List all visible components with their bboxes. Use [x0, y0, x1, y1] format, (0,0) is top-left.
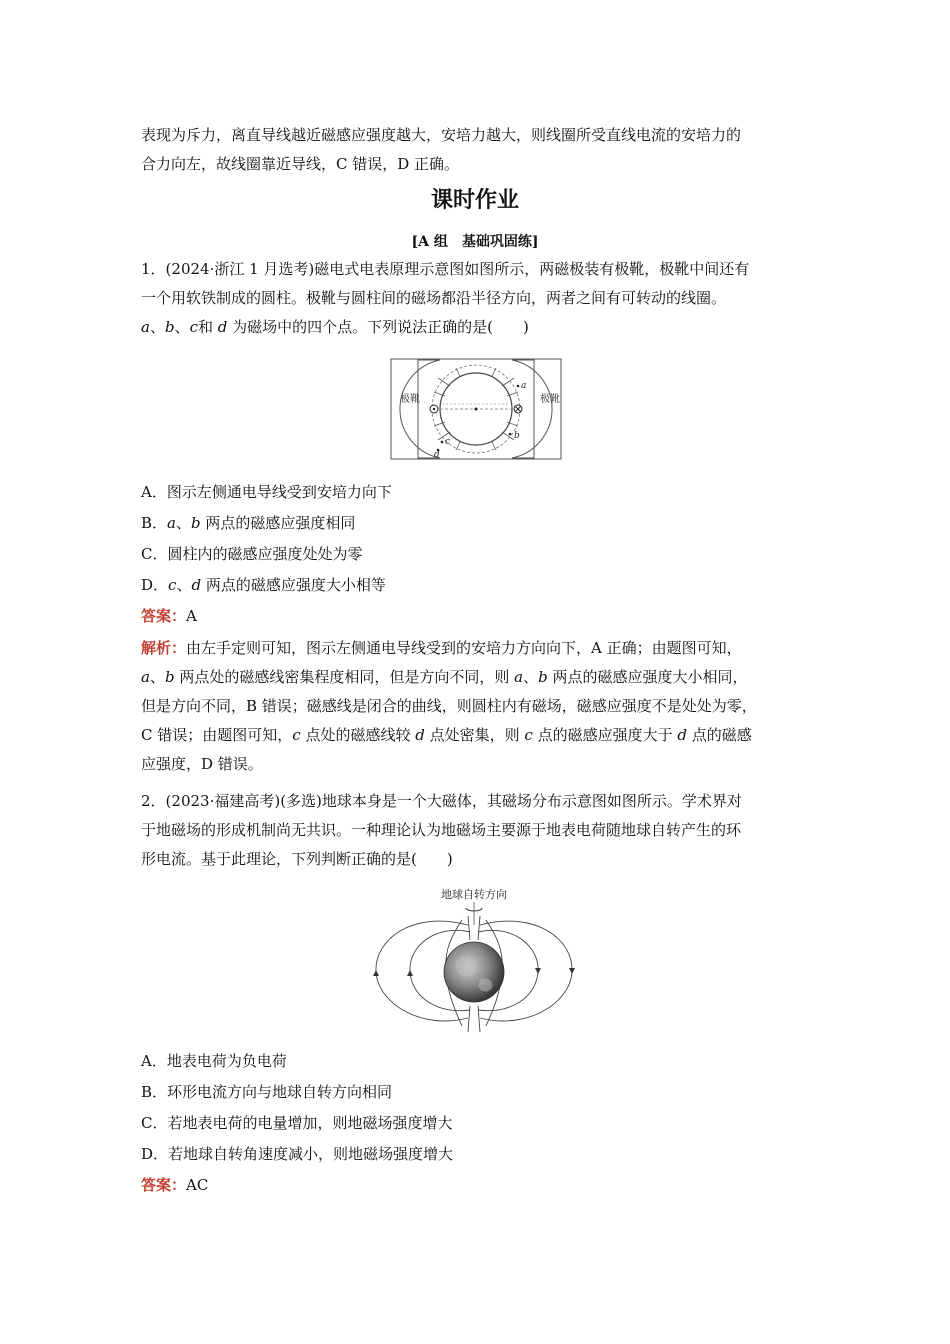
q1-option-c: C．圆柱内的磁感应强度处处为零 — [141, 545, 363, 563]
analysis-text: 两点的磁感应强度大小相同， — [552, 668, 748, 686]
analysis-line: 应强度，D 错误。 — [141, 755, 263, 773]
separator: 和 — [198, 318, 218, 336]
analysis-text: 点的磁感应强度大于 — [537, 726, 673, 744]
point-label-b: b — [514, 431, 520, 441]
q1-option-d: D．c、d 两点的磁感应强度大小相等 — [141, 576, 386, 594]
question-line: 一个用软铁制成的圆柱。极靴与圆柱间的磁场都沿半径方向，两者之间有可转动的线圈。 — [141, 289, 727, 307]
intro-line: 表现为斥力，离直导线越近磁感应强度越大，安培力越大，则线圈所受直线电流的安培力的 — [141, 126, 742, 144]
answer-value: A — [186, 607, 197, 625]
section-title: 课时作业 — [430, 188, 519, 213]
analysis-text: 两点处的磁感线密集程度相同，但是方向不同，则 — [179, 668, 510, 686]
var-c: c — [292, 726, 301, 744]
var-c: c — [168, 576, 177, 594]
question-line: 形电流。基于此理论，下列判断正确的是( ) — [141, 850, 453, 868]
var-b: b — [164, 668, 175, 686]
var-d: d — [191, 576, 202, 594]
pole-shoe-label-left: 极靴 — [400, 394, 420, 405]
q1-analysis — [141, 634, 811, 779]
var-a: a — [141, 668, 150, 686]
point-label-d: d — [434, 450, 440, 460]
question-1-stem — [141, 255, 811, 342]
intro-line: 合力向左，故线圈靠近导线，C 错误，D 正确。 — [141, 155, 460, 173]
analysis-line — [141, 634, 811, 663]
point-label-c: c — [445, 437, 451, 447]
var-d: d — [415, 726, 425, 744]
q1-option-b: B．a、b 两点的磁感应强度相同 — [141, 514, 356, 532]
q2-option-a: A．地表电荷为负电荷 — [141, 1052, 287, 1070]
analysis-text: 点的磁感 — [691, 726, 752, 744]
q2-answer — [141, 1173, 208, 1197]
option-prefix: D． — [141, 576, 169, 594]
point-label-a: a — [521, 381, 527, 391]
analysis-line — [141, 721, 811, 750]
analysis-text: 点处密集，则 — [429, 726, 520, 744]
var-d: d — [217, 318, 228, 336]
answer-label: 答案： — [141, 1176, 187, 1194]
question-line: 1．(2024·浙江 1 月选考)磁电式电表原理示意图如图所示，两磁极装有极靴，极靴中间还有 — [141, 260, 750, 278]
var-b: b — [164, 318, 175, 336]
analysis-line: a、b 两点处的磁感线密集程度相同，但是方向不同，则 a、b 两点的磁感应强度大小相同， — [141, 668, 748, 686]
earth-magnetic-field-figure — [372, 880, 576, 1038]
var-a: a — [514, 668, 524, 686]
q1-answer — [141, 604, 197, 628]
var-a: a — [141, 318, 150, 336]
question-tail: 为磁场中的四个点。下列说法正确的是( ) — [232, 318, 529, 336]
answer-label: 答案： — [141, 607, 187, 625]
option-text: 两点的磁感应强度相同 — [205, 514, 356, 532]
earth-rotation-caption: 地球自转方向 — [441, 888, 507, 901]
q1-option-a: A．图示左侧通电导线受到安培力向下 — [141, 483, 392, 501]
analysis-label: 解析： — [141, 639, 187, 657]
q2-option-d: D．若地球自转角速度减小，则地磁场强度增大 — [141, 1145, 454, 1163]
var-c: c — [524, 726, 533, 744]
analysis-line: 但是方向不同，B 错误；磁感线是闭合的曲线，则圆柱内有磁场，磁感应强度不是处处为零， — [141, 697, 757, 715]
var-c: c — [189, 318, 198, 336]
q2-option-b: B．环形电流方向与地球自转方向相同 — [141, 1083, 393, 1101]
var-b: b — [191, 514, 201, 532]
question-line — [141, 313, 811, 342]
option-text: 两点的磁感应强度大小相等 — [205, 576, 386, 594]
pole-shoe-label-right: 极靴 — [540, 394, 560, 405]
answer-value: AC — [186, 1176, 209, 1194]
var-a: a — [167, 514, 176, 532]
question-2-stem — [141, 787, 811, 874]
analysis-text: C 错误；由题图可知， — [141, 726, 293, 744]
separator: 、 — [149, 318, 165, 336]
separator: 、 — [174, 318, 190, 336]
galvanometer-figure — [390, 358, 562, 460]
question-line: 于地磁场的形成机制尚无共识。一种理论认为地磁场主要源于地表电荷随地球自转产生的环 — [141, 821, 742, 839]
section-subtitle: [A 组 基础巩固练] — [411, 234, 539, 250]
intro-paragraph — [141, 121, 811, 179]
var-b: b — [538, 668, 548, 686]
question-line: 2．(2023·福建高考)(多选)地球本身是一个大磁体，其磁场分布示意图如图所示。学术界对 — [141, 792, 742, 810]
analysis-text: 点处的磁感线较 — [305, 726, 411, 744]
option-prefix: B． — [141, 514, 168, 532]
q2-option-c: C．若地表电荷的电量增加，则地磁场强度增大 — [141, 1114, 453, 1132]
var-d: d — [677, 726, 688, 744]
analysis-text: 由左手定则可知，图示左侧通电导线受到的安培力方向向下，A 正确；由题图可知， — [186, 639, 742, 657]
